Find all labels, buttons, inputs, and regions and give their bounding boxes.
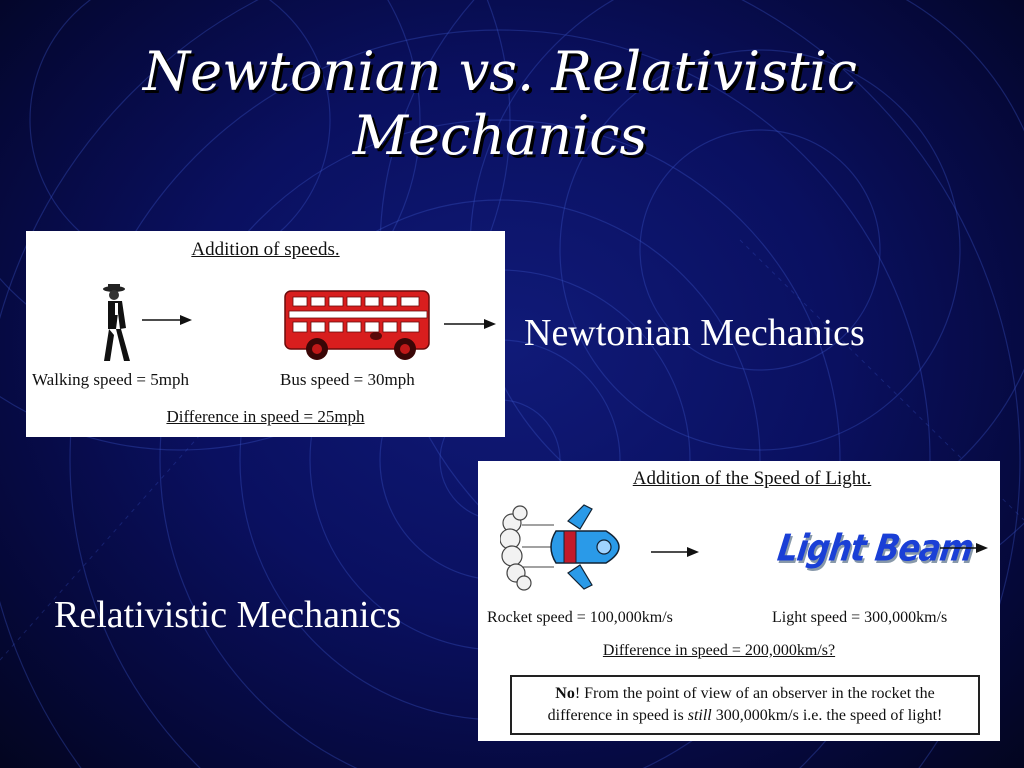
bus-icon bbox=[281, 289, 433, 361]
arrow-right-icon bbox=[142, 313, 192, 327]
rocket-speed-label: Rocket speed = 100,000km/s bbox=[487, 609, 673, 626]
newtonian-heading: Addition of speeds. bbox=[191, 239, 340, 260]
bus-speed-label: Bus speed = 30mph bbox=[280, 370, 415, 389]
note-line-1 bbox=[512, 685, 978, 703]
light-speed-label: Light speed = 300,000km/s bbox=[772, 609, 948, 626]
relativistic-heading: Addition of the Speed of Light. bbox=[632, 468, 872, 489]
note-line-2-post: 300,000km/s i.e. the speed of light! bbox=[711, 707, 943, 724]
arrow-right-icon bbox=[651, 545, 699, 559]
newtonian-caption: Newtonian Mechanics bbox=[524, 312, 865, 354]
title-line-2: Mechanics bbox=[352, 104, 648, 167]
rocket-icon bbox=[500, 501, 640, 591]
note-line-2 bbox=[512, 707, 978, 725]
note-box bbox=[510, 675, 980, 735]
note-still: still bbox=[687, 707, 712, 724]
title-line-1: Newtonian vs. Relativistic bbox=[142, 40, 858, 103]
relativistic-caption: Relativistic Mechanics bbox=[54, 594, 402, 636]
walking-man-icon bbox=[96, 283, 136, 363]
note-line-1-text: ! From the point of view of an observer in the rocket the bbox=[574, 685, 935, 702]
note-line-2-pre: difference in speed is bbox=[547, 707, 688, 724]
walking-speed-label: Walking speed = 5mph bbox=[32, 370, 189, 389]
slide-title bbox=[0, 40, 1000, 168]
newtonian-figure bbox=[26, 231, 505, 437]
light-beam-label: Light Beam bbox=[774, 526, 976, 570]
relativistic-difference-label: Difference in speed = 200,000km/s? bbox=[602, 642, 836, 659]
arrow-right-icon bbox=[940, 541, 988, 555]
newtonian-difference-label: Difference in speed = 25mph bbox=[166, 407, 365, 426]
arrow-right-icon bbox=[444, 317, 496, 331]
relativistic-figure bbox=[478, 461, 1000, 741]
note-no: No bbox=[555, 685, 575, 702]
